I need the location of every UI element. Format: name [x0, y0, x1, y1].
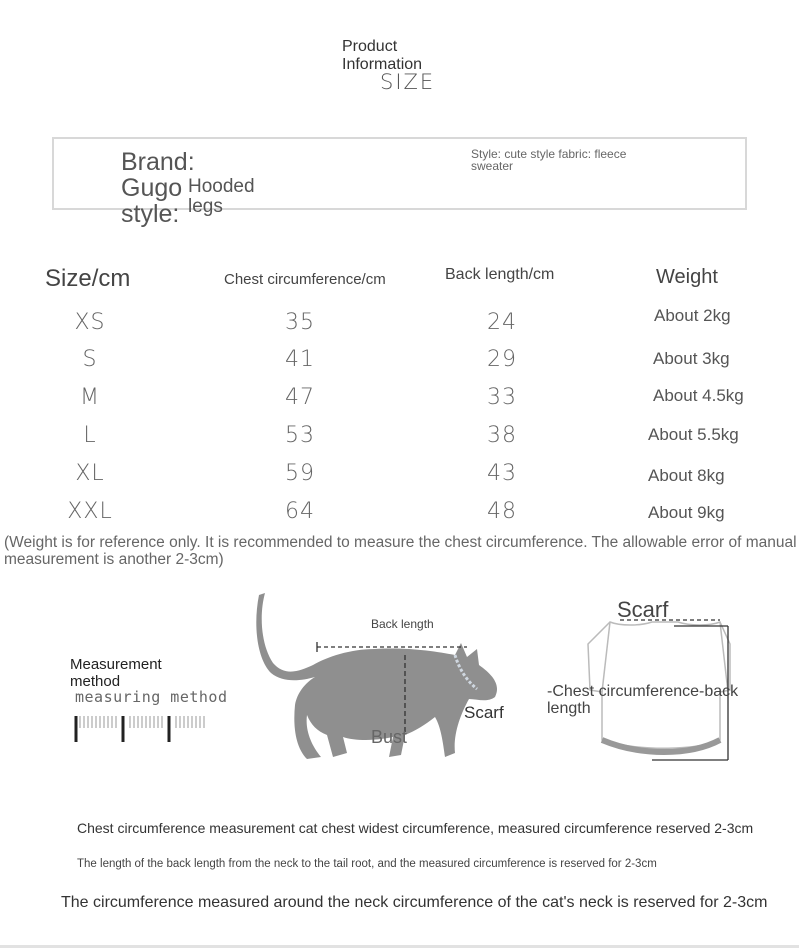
row-xxl-size: XXL — [67, 499, 113, 524]
row-l-back: 38 — [487, 423, 517, 448]
brand-label: Brand: — [121, 148, 195, 176]
row-xxl-chest: 64 — [285, 499, 315, 524]
row-xxl-weight: About 9kg — [648, 503, 725, 522]
measuring-method-subtitle: measuring method — [75, 688, 228, 706]
row-m-chest: 47 — [285, 385, 315, 410]
row-xxl-back: 48 — [487, 499, 517, 524]
scarf-cat-label: Scarf — [464, 703, 504, 722]
row-xs-back: 24 — [487, 310, 517, 335]
chest-back-label: -Chest circumference-back length — [547, 683, 739, 717]
row-xl-size: XL — [75, 461, 105, 486]
brand-value: Gugo — [121, 174, 183, 202]
row-xl-weight: About 8kg — [648, 466, 725, 485]
row-xl-back: 43 — [487, 461, 517, 486]
row-m-back: 33 — [487, 385, 517, 410]
row-l-weight: About 5.5kg — [648, 425, 739, 444]
header-chest: Chest circumference/cm — [224, 271, 386, 288]
header-weight: Weight — [656, 266, 718, 288]
header-size: Size/cm — [45, 265, 131, 292]
row-s-chest: 41 — [285, 347, 315, 372]
row-l-size: L — [83, 423, 97, 448]
row-xs-chest: 35 — [285, 310, 315, 335]
ruler-icon — [72, 712, 212, 746]
size-title: SIZE — [380, 70, 436, 94]
row-xs-weight: About 2kg — [654, 306, 731, 325]
style-note: Style: cute style fabric: fleece sweater — [471, 147, 627, 173]
neck-note: The circumference measured around the neck circumference of the cat's neck is reserved for 2-3cm — [61, 894, 768, 911]
row-l-chest: 53 — [285, 423, 315, 448]
measurement-method-label: Measurement method — [70, 656, 162, 690]
style-value: Hooded legs — [188, 176, 255, 217]
row-xl-chest: 59 — [285, 461, 315, 486]
back-note: The length of the back length from the neck to the tail root, and the measured circumference is reserved for 2-3cm — [77, 858, 657, 870]
header-back: Back length/cm — [445, 266, 555, 283]
scarf-shirt-label: Scarf — [617, 597, 669, 622]
back-length-label: Back length — [371, 617, 434, 631]
row-s-weight: About 3kg — [653, 349, 730, 368]
bust-label: Bust — [371, 727, 408, 747]
product-information-label: Product Information — [342, 38, 423, 73]
row-m-size: M — [80, 385, 100, 410]
row-m-weight: About 4.5kg — [653, 386, 744, 405]
row-s-back: 29 — [487, 347, 517, 372]
row-xs-size: XS — [74, 310, 106, 335]
row-s-size: S — [82, 347, 98, 372]
weight-note: (Weight is for reference only. It is recommended to measure the chest circumference. The allowable error of manual measurement is another 2-3cm) — [4, 534, 797, 568]
chest-note: Chest circumference measurement cat chest widest circumference, measured circumference reserved 2-3cm — [77, 820, 754, 836]
style-label: style: — [121, 200, 180, 228]
bottom-divider — [0, 945, 799, 948]
